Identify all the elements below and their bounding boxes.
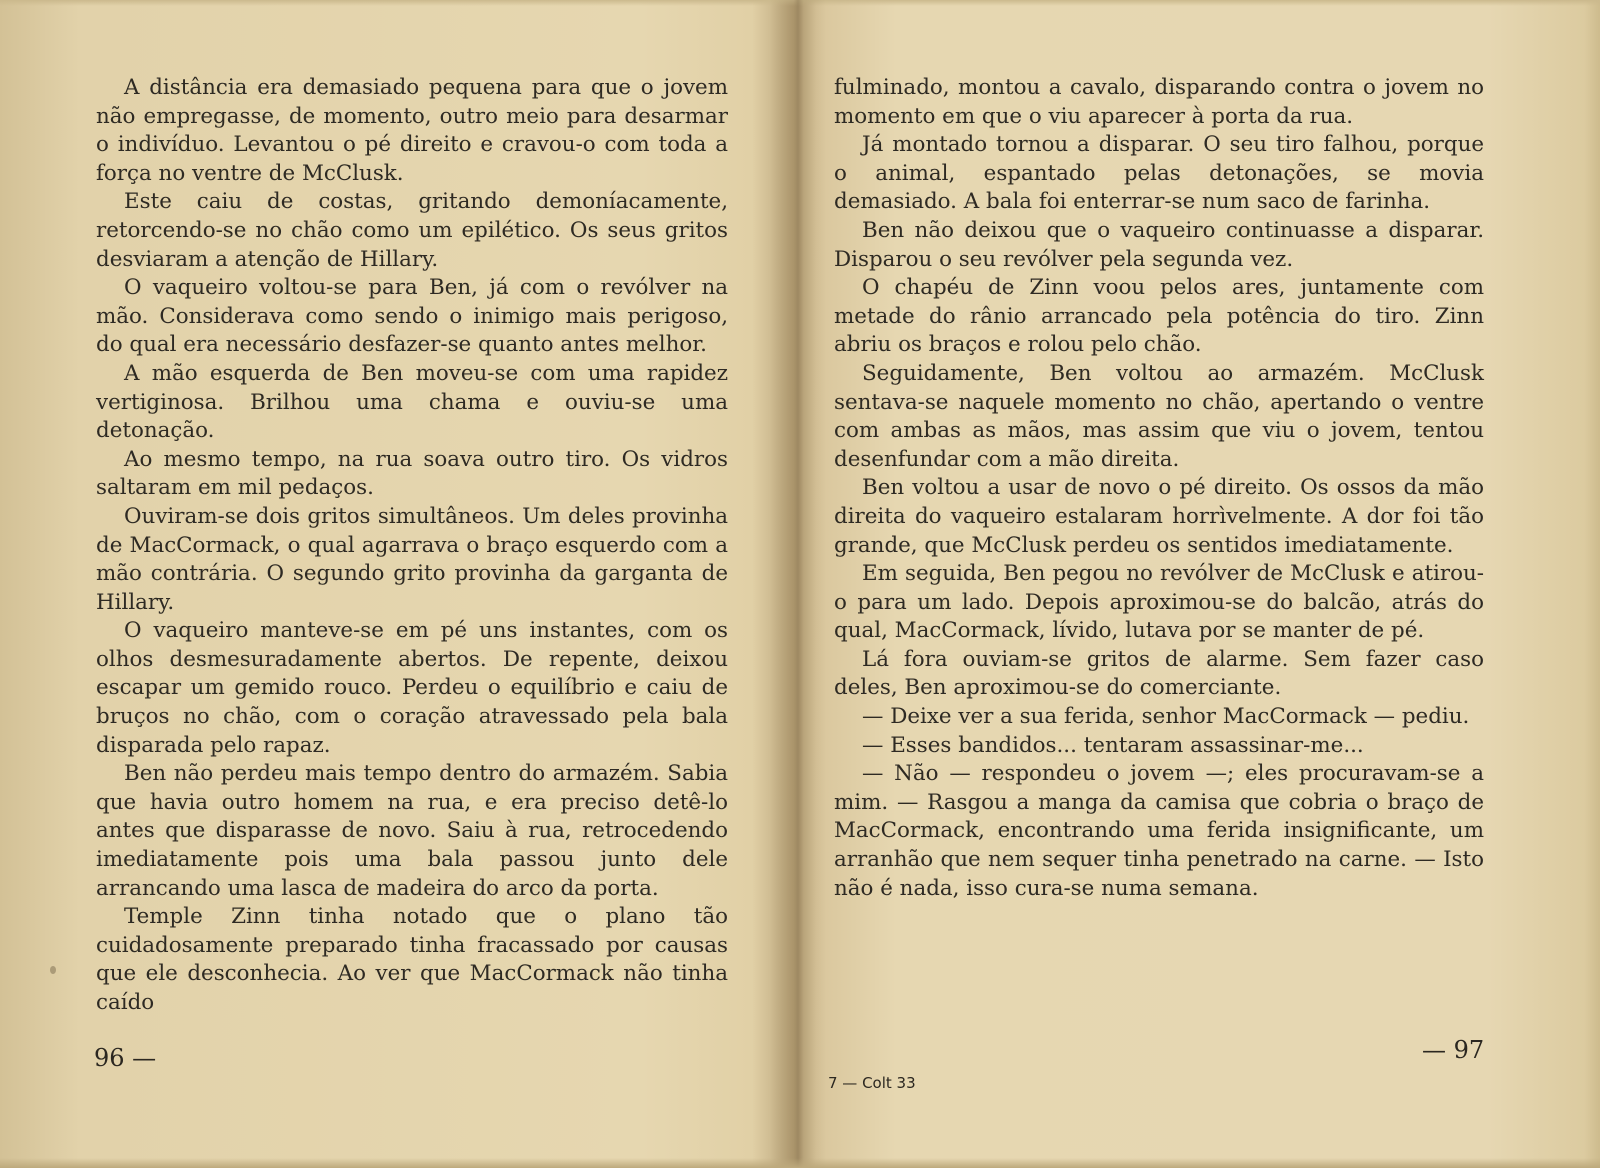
paragraph: Ao mesmo tempo, na rua soava outro tiro. Os vidros saltaram em mil pedaços. (96, 446, 728, 501)
paper-speck (50, 966, 56, 974)
paragraph: Já montado tornou a disparar. O seu tiro falhou, porque o animal, espantado pelas detonações, se movia demasiado. A bala foi enterrar-se num saco de farinha. (834, 132, 1484, 215)
paragraph: O vaqueiro manteve-se em pé uns instantes, com os olhos desmesuradamente abertos. De repente, deixou escapar um gemido rouco. Perdeu o equilíbrio e caiu de bruços no chão, com o coração atravessado pela bala disparada pelo rapaz. (96, 618, 728, 758)
page-number-left: 96 — (94, 1044, 157, 1072)
paragraph: Ouviram-se dois gritos simultâneos. Um deles provinha de MacCormack, o qual agarrava o braço esquerdo com a mão contrária. O segundo grito provinha da garganta de Hillary. (96, 503, 728, 615)
paragraph: — Deixe ver a sua ferida, senhor MacCormack — pediu. (862, 704, 1470, 730)
signature-mark: 7 — Colt 33 (828, 1074, 916, 1092)
paragraph: A distância era demasiado pequena para que o jovem não empregasse, de momento, outro meio para desarmar o indivíduo. Levantou o pé direito e cravou-o com toda a força no ventre de McClusk. (96, 75, 728, 186)
book-gutter (770, 0, 826, 1168)
paragraph: O chapéu de Zinn voou pelos ares, juntamente com metade do rânio arrancado pela potência do tiro. Zinn abriu os braços e rolou pelo chão. (834, 275, 1484, 358)
paragraph: — Não — respondeu o jovem —; eles procuravam-se a mim. — Rasgou a manga da camisa que cobria o braço de MacCormack, encontrando uma ferida insignificante, um arranhão que nem sequer tinha penetrado na carne. — Isto não é nada, isso cura-se numa semana. (834, 761, 1484, 901)
paragraph: Em seguida, Ben pegou no revólver de McClusk e atirou-o para um lado. Depois aproximou-se do balcão, atrás do qual, MacCormack, lívido, lutava por se manter de pé. (834, 561, 1484, 644)
paragraph: A mão esquerda de Ben moveu-se com uma rapidez vertiginosa. Brilhou uma chama e ouviu-se uma detonação. (96, 360, 728, 444)
page-bottom-edge (0, 1158, 1600, 1168)
right-page (834, 74, 1484, 903)
paragraph: fulminado, montou a cavalo, disparando contra o jovem no momento em que o viu aparecer à porta da rua. (834, 75, 1484, 129)
paragraph: Lá fora ouviam-se gritos de alarme. Sem fazer caso deles, Ben aproximou-se do comerciante. (834, 646, 1484, 701)
paragraph: Este caiu de costas, gritando demoníacamente, retorcendo-se no chão como um epilético. Os seus gritos desviaram a atenção de Hillary. (96, 189, 728, 272)
page-number-right: — 97 (1422, 1036, 1485, 1064)
paragraph: Seguidamente, Ben voltou ao armazém. McClusk sentava-se naquele momento no chão, apertando o ventre com ambas as mãos, mas assim que viu o jovem, tentou desenfundar com a mão direita. (834, 360, 1484, 472)
left-page (96, 74, 728, 1018)
paragraph: — Esses bandidos... tentaram assassinar-me... (862, 732, 1364, 758)
paragraph: O vaqueiro voltou-se para Ben, já com o revólver na mão. Considerava como sendo o inimigo mais perigoso, do qual era necessário desfazer-se quanto antes melhor. (96, 275, 728, 358)
paragraph: Temple Zinn tinha notado que o plano tão cuidadosamente preparado tinha fracassado por causas que ele desconhecia. Ao ver que MacCormack não tinha caído (96, 904, 728, 1015)
paragraph: Ben não perdeu mais tempo dentro do armazém. Sabia que havia outro homem na rua, e era preciso detê-lo antes que disparasse de novo. Saiu à rua, retrocedendo imediatamente pois uma bala passou junto dele arrancando uma lasca de madeira do arco da porta. (96, 761, 728, 901)
paragraph: Ben voltou a usar de novo o pé direito. Os ossos da mão direita do vaqueiro estalaram horrìvelmente. A dor foi tão grande, que McClusk perdeu os sentidos imediatamente. (834, 475, 1484, 558)
paragraph: Ben não deixou que o vaqueiro continuasse a disparar. Disparou o seu revólver pela segunda vez. (834, 217, 1484, 272)
